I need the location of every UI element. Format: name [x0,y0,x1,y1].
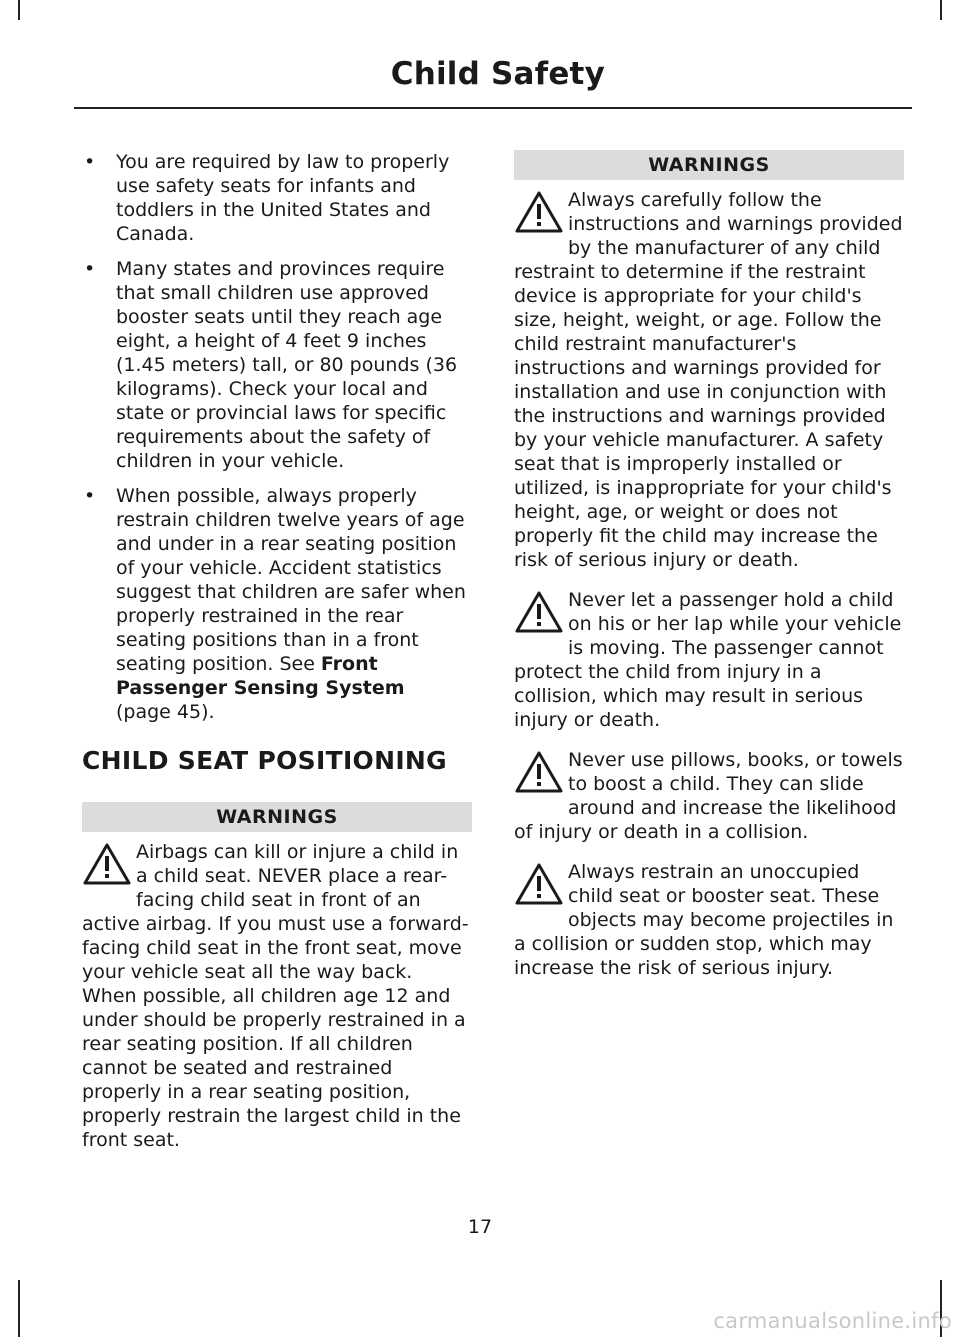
warning-block [514,860,904,980]
crop-mark-bottom-left [18,1280,20,1337]
warning-text: Always restrain an unoccupied child seat or booster seat. These objects may become projectiles in a collision or sudden stop, which may increase the risk of serious injury. [514,861,894,979]
warning-block [82,840,472,1152]
bullet-glyph: • [84,258,96,280]
page-title: Child Safety [390,56,605,92]
warnings-header: WARNINGS [82,802,472,832]
bullet-text: Many states and provinces require that small children use approved booster seats until they reach age eight, a height of 4 feet 9 inches (1.45 meters) tall, or 80 pounds (36 kilograms). Check your local and state or provincial laws for specific requirements about the safety of children in your vehicle. [116,258,458,472]
warning-text: Always carefully follow the instructions and warnings provided by the manufacturer of any child restraint to determine if the restraint device is appropriate for your child's size, height, weight, or age. Follow the child restraint manufacturer's instructions and warnings provided for installation and use in conjunction with the instructions and warnings provided by your vehicle manufacturer. A safety seat that is improperly installed or utilized, is inappropriate for your child's height, age, or weight or does not properly fit the child may increase the risk of serious injury or death. [514,189,903,571]
warning-triangle-icon [82,842,134,890]
page-reference: (page 45). [116,701,215,723]
warning-text: Never let a passenger hold a child on his or her lap while your vehicle is moving. The passenger cannot protect the child from injury in a collision, which may result in serious injury or death. [514,589,902,731]
watermark: carmanualsonline.info [713,1309,952,1333]
bullet-glyph: • [84,485,96,507]
warning-triangle-icon [514,862,566,910]
right-column [514,150,904,996]
warning-triangle-icon [514,190,566,238]
warning-triangle-icon [514,590,566,638]
bullet-text: You are required by law to properly use safety seats for infants and toddlers in the United States and Canada. [116,151,450,245]
warning-block [514,748,904,844]
crop-mark-top-right [940,0,942,20]
left-column [82,150,472,1168]
warning-text: Airbags can kill or injure a child in a child seat. NEVER place a rear-facing child seat in front of an active airbag. If you must use a forward-facing child seat in the front seat, move your vehicle seat all the way back. When possible, all children age 12 and under should be properly restrained in a rear seating position. If all children cannot be seated and restrained properly in a rear seating position, properly restrain the largest child in the front seat. [82,841,469,1151]
warning-block [514,588,904,732]
crop-mark-top-left [18,0,20,20]
bullet-text: When possible, always properly restrain children twelve years of age and under in a rear seating position of your vehicle. Accident statistics suggest that children are safer when properly restrained in the rear seating positions than in a front seating position. See [116,485,466,675]
list-item [82,150,472,246]
warning-triangle-icon [514,750,566,798]
section-heading: CHILD SEAT POSITIONING [82,746,447,775]
bullet-list [82,150,472,724]
warning-block [514,188,904,572]
warnings-header: WARNINGS [514,150,904,180]
header-divider [74,107,912,109]
page-number: 17 [467,1216,493,1238]
warning-text: Never use pillows, books, or towels to boost a child. They can slide around and increase the likelihood of injury or death in a collision. [514,749,903,843]
list-item [82,257,472,473]
bullet-glyph: • [84,151,96,173]
list-item [82,484,472,724]
cross-reference-link[interactable]: Front Passenger Sensing System [116,653,405,699]
